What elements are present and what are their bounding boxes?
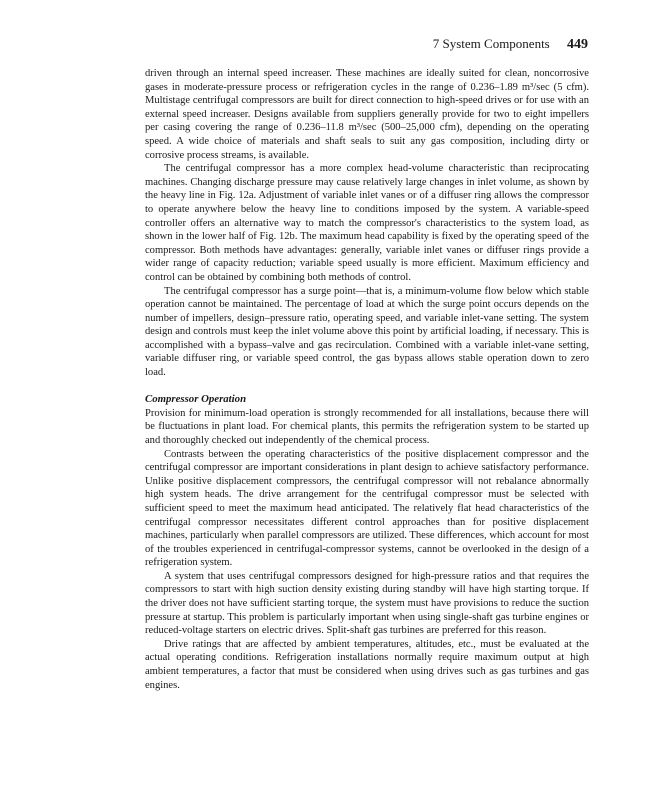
page-number: 449 xyxy=(567,37,588,52)
chapter-title: 7 System Components xyxy=(432,36,550,51)
paragraph: Contrasts between the operating characteristics of the positive displacement compressor and the centrifugal compressor are important considerations in plant design to achieve satisfactory performance. Unlike positive displacement compressors, the centrifugal compressor will not rebalance abnormally high system heads. The drive arrangement for the centrifugal compressor must be selected with sufficient speed to meet the maximum head anticipated. The relatively flat head characteristics of the centrifugal compressor necessitates different control approaches than for positive displacement machines, particularly when parallel compressors are utilized. These differences, which account for most of the troubles experienced in centrifugal-compressor systems, cannot be overlooked in the design of a refrigeration system. xyxy=(145,448,589,569)
running-header xyxy=(0,36,588,53)
section-heading: Compressor Operation xyxy=(145,393,247,406)
paragraph-continued: driven through an internal speed increaser. These machines are ideally suited for clean, noncorrosive gases in moderate-pressure process or refrigeration cycles in the range of 0.236–1.89 m³/sec (5 cfm). Multistage centrifugal compressors are built for direct connection to high-speed drives or for use with an external speed increaser. Designs available from suppliers generally provide for two to eight impellers per casing covering the range of 0.236–11.8 m³/sec (500–25,000 cfm), depending on the operating speed. A wide choice of materials and shaft seals to suit any gas composition, including dirty or corrosive process streams, is available. xyxy=(145,68,589,161)
paragraph: A system that uses centrifugal compressors designed for high-pressure ratios and that requires the compressors to start with high suction density existing during standby will have high starting torque. If the driver does not have sufficient starting torque, the system must have provisions to reduce the suction pressure at startup. This problem is particularly important when using single-shaft gas turbine engines or reduced-voltage starters on electric drives. Split-shaft gas turbines are preferred for this reason. xyxy=(145,570,589,637)
paragraph: The centrifugal compressor has a more complex head-volume characteristic than reciprocating machines. Changing discharge pressure may cause relatively large changes in inlet volume, as shown by the heavy line in Fig. 12a. Adjustment of variable inlet vanes or of a diffuser ring allows the compressor to operate anywhere below the heavy line to conditions imposed by the system. A variable-speed controller offers an alternative way to match the compressor's characteristics to the system load, as shown in the lower half of Fig. 12b. The maximum head capability is fixed by the operating speed of the compressor. Both methods have advantages: generally, variable inlet vanes or diffuser rings provide a wider range of capacity reduction; variable speed usually is more efficient. Maximum efficiency and control can be obtained by combining both methods of control. xyxy=(145,163,589,283)
page-body xyxy=(145,67,589,692)
paragraph: Provision for minimum-load operation is strongly recommended for all installations, because there will be fluctuations in plant load. For chemical plants, this permits the refrigeration system to be started up and thoroughly checked out independently of the chemical process. xyxy=(145,407,589,446)
paragraph: Drive ratings that are affected by ambient temperatures, altitudes, etc., must be evaluated at the actual operating conditions. Refrigeration installations normally require maximum output at high ambient temperatures, a factor that must be considered when using drives such as gas turbines and gas engines. xyxy=(145,638,589,691)
paragraph: The centrifugal compressor has a surge point—that is, a minimum-volume flow below which stable operation cannot be maintained. The percentage of load at which the surge point occurs depends on the number of impellers, design–pressure ratio, operating speed, and variable inlet-vane setting. The system design and controls must keep the inlet volume above this point by artificial loading, if necessary. This is accomplished with a bypass–valve and gas recirculation. Combined with a variable inlet-vane setting, variable diffuser ring, or variable speed control, the gas bypass allows stable operation down to zero load. xyxy=(145,285,589,379)
